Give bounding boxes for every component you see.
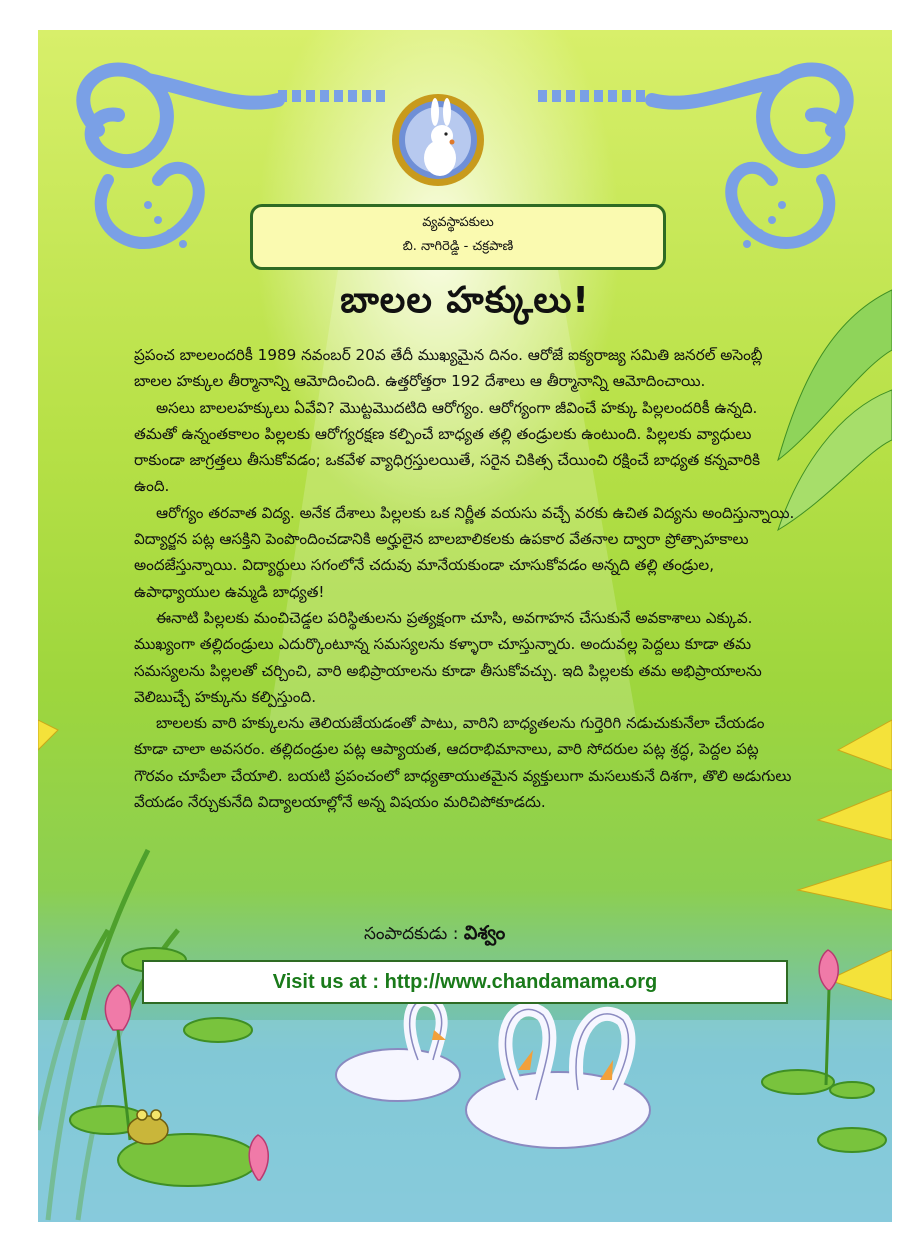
editor-signature — [364, 922, 505, 949]
right-swirl-ornament — [652, 70, 847, 162]
article-body — [134, 342, 796, 815]
website-link[interactable]: Visit us at : http://www.chandamama.org — [142, 960, 788, 1004]
left-swirl-ornament — [83, 70, 278, 162]
article-paragraph: అసలు బాలలహక్కులు ఏవేవి? మొట్టమొదటిది ఆరోగ్యం. ఆరోగ్యంగా జీవించే హక్కు పిల్లలందరికీ ఉన్నది. తమతో ఉన్నంతకాలం పిల్లలకు ఆరోగ్యరక్షణ కల్పించే బాధ్యత తల్లి తండ్రులకు ఉంటుంది. పిల్లలకు వ్యాధులు రాకుండా జాగ్రత్తలు తీసుకోవడం; ఒకవేళ వ్యాధిగ్రస్తులయితే, సరైన చికిత్స చేయించి రక్షించే బాధ్యత కన్నవారికి ఉంది. — [134, 398, 761, 496]
article-paragraph: ఆరోగ్యం తరవాత విద్య. అనేక దేశాలు పిల్లలకు ఒక నిర్ణీత వయసు వచ్చే వరకు ఉచిత విద్యను అందిస్తున్నాయి. విద్యార్జన పట్ల ఆసక్తిని పెంపొందించడానికి అర్హులైన బాలబాలికలకు ఉపకార వేతనాల ద్వారా ప్రోత్సాహకాలు అందజేస్తున్నాయి. విద్యార్థులు సగంలోనే చదువు మానేయకుండా చూసుకోవడం అన్నది తల్లి తండ్రుల, ఉపాధ్యాయుల ఉమ్మడి బాధ్యత! — [134, 503, 795, 601]
magazine-page — [38, 30, 892, 1222]
article-paragraph: ఈనాటి పిల్లలకు మంచిచెడ్డల పరిస్థితులను ప్రత్యక్షంగా చూసి, అవగాహన చేసుకునే అవకాశాలు ఎక్కువ. ముఖ్యంగా తల్లిదండ్రులు ఎదుర్కొంటూన్న సమస్యలను కళ్ళారా చూస్తున్నారు. అందువల్ల పెద్దలు కూడా తమ సమస్యలను పిల్లలతో చర్చించి, వారి అభిప్రాయాలను కూడా తీసుకోవచ్చు. ఇది పిల్లలకు తమ అభిప్రాయాలను వెలిబుచ్చే హక్కును కల్పిస్తుంది. — [134, 608, 762, 706]
article-title: బాలల హక్కులు! — [340, 280, 590, 321]
founders-label: వ్యవస్థాపకులు — [422, 215, 494, 230]
chandamama-logo — [392, 94, 484, 186]
signature-label: సంపాదకుడు : — [364, 924, 464, 944]
signature-name: విశ్వం — [463, 922, 506, 944]
top-bar-ornament — [278, 90, 645, 102]
article-paragraph: బాలలకు వారి హక్కులను తెలియజేయడంతో పాటు, వారిని బాధ్యతలను గుర్తెరిగి నడుచుకునేలా చేయడం కూడా చాలా అవసరం. తల్లిదండ్రుల పట్ల ఆప్యాయత, ఆదరాభిమానాలు, వారి సోదరుల పట్ల శ్రద్ధ, పెద్దల పట్ల గౌరవం చూపేలా చేయాలి. బయటి ప్రపంచంలో బాధ్యతాయుతమైన వ్యక్తులుగా మసలుకునే దిశగా, తొలి అడుగులు వేయడం నేర్చుకునేది విద్యాలయాల్లోనే అన్న విషయం మరిచిపోకూడదు. — [134, 714, 792, 812]
article-paragraph: ప్రపంచ బాలలందరికీ 1989 నవంబర్ 20వ తేదీ ముఖ్యమైన దినం. ఆరోజే ఐక్యరాజ్య సమితి జనరల్ అసెంబ్లీ బాలల హక్కుల తీర్మానాన్ని ఆమోదించింది. ఉత్తరోత్తరా 192 దేశాలు ఆ తీర్మానాన్ని ఆమోదించాయి. — [134, 346, 763, 391]
pond-water — [38, 1020, 892, 1222]
founders-box — [250, 204, 666, 270]
founders-names: బి. నాగిరెడ్డి - చక్రపాణి — [402, 239, 514, 254]
